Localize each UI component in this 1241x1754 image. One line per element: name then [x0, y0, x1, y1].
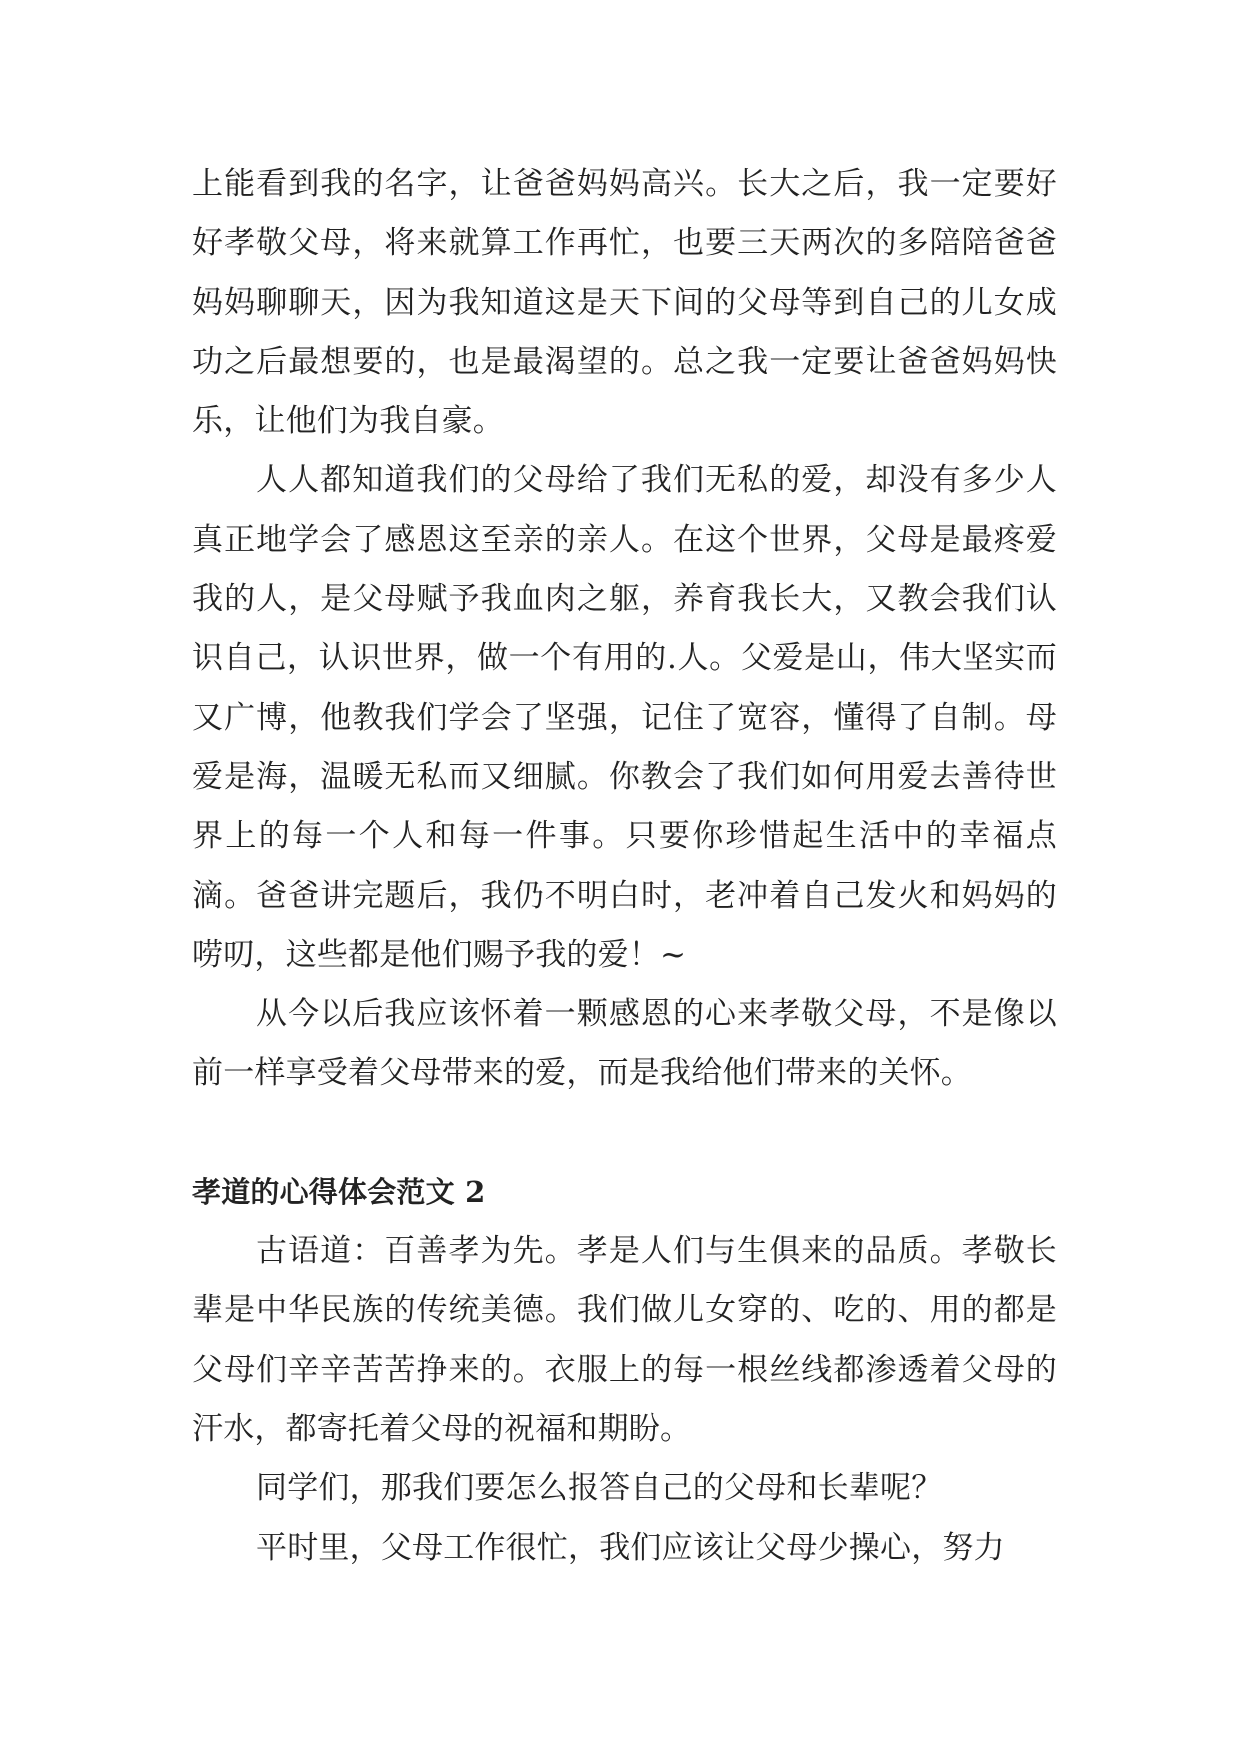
- document-page: [192, 155, 1057, 1578]
- paragraph-2: 人人都知道我们的父母给了我们无私的爱，却没有多少人真正地学会了感恩这至亲的亲人。在这个世界，父母是最疼爱我的人，是父母赋予我血肉之躯，养育我长大，又教会我们认识自己，认识世界，做一个有用的.人。父爱是山，伟大坚实而又广博，他教我们学会了坚强，记住了宽容，懂得了自制。母爱是海，温暖无私而又细腻。你教会了我们如何用爱去善待世界上的每一个人和每一件事。只要你珍惜起生活中的幸福点滴。爸爸讲完题后，我仍不明白时，老冲着自己发火和妈妈的唠叨，这些都是他们赐予我的爱！~: [192, 462, 1057, 973]
- paragraph-4: 古语道：百善孝为先。孝是人们与生俱来的品质。孝敬长辈是中华民族的传统美德。我们做儿女穿的、吃的、用的都是父母们辛辛苦苦挣来的。衣服上的每一根丝线都渗透着父母的汗水，都寄托着父母的祝福和期盼。: [192, 1233, 1057, 1447]
- paragraph-6: 平时里，父母工作很忙，我们应该让父母少操心，努力: [256, 1529, 1005, 1566]
- section-heading: 孝道的心得体会范文 2: [192, 1174, 486, 1209]
- paragraph-1: 上能看到我的名字，让爸爸妈妈高兴。长大之后，我一定要好好孝敬父母，将来就算工作再忙，也要三天两次的多陪陪爸爸妈妈聊聊天，因为我知道这是天下间的父母等到自己的儿女成功之后最想要的，也是最渴望的。总之我一定要让爸爸妈妈快乐，让他们为我自豪。: [192, 166, 1057, 440]
- paragraph-3: 从今以后我应该怀着一颗感恩的心来孝敬父母，不是像以前一样享受着父母带来的爱，而是我给他们带来的关怀。: [192, 996, 1057, 1092]
- paragraph-5: 同学们，那我们要怎么报答自己的父母和长辈呢？: [256, 1470, 943, 1507]
